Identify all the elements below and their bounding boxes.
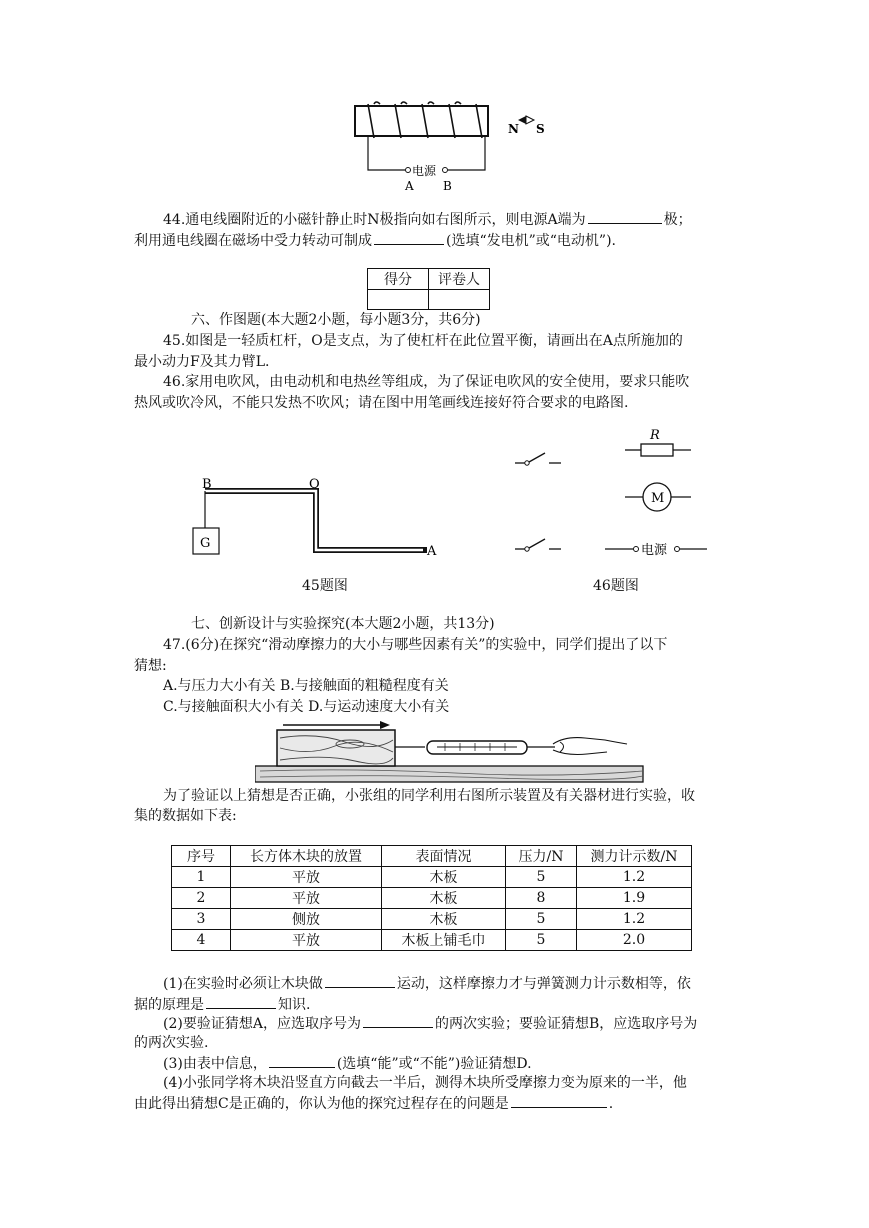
q47-line1: 47.(6分)在探究“滑动摩擦力的大小与哪些因素有关”的实验中，同学们提出了以下 [163,637,668,653]
q47-sub2-line2: 的两次实验. [134,1035,209,1051]
cell: 1.2 [577,909,692,930]
q47-blank-3[interactable] [363,1013,433,1028]
q47-paragraph-line1: 为了验证以上猜想是否正确，小张组的同学利用右图所示装置及有关器材进行实验，收 [163,788,695,804]
cell: 木板上铺毛巾 [382,930,506,951]
q44-line2: 利用通电线圈在磁场中受力转动可制成 (选填“发电机”或“电动机”). [134,230,616,251]
cell: 2.0 [577,930,692,951]
q44-blank-2[interactable] [374,230,444,245]
cell: 1.2 [577,867,692,888]
fig45-label-o: O [309,477,320,492]
q47-blank-5[interactable] [511,1093,607,1108]
fig46-power-label: 电源 [641,543,668,558]
q47-blank-2[interactable] [206,994,276,1009]
fig44-label-a: A [405,179,414,193]
q47-options-cd: C.与接触面积大小有关 D.与运动速度大小有关 [163,699,450,715]
section7-title: 七、创新设计与实验探究(本大题2小题，共13分) [191,616,495,632]
q47-sub1-line2: 据的原理是 知识. [134,994,310,1015]
cell: 2 [172,888,231,909]
q47-sub1-line1: (1)在实验时必须让木块做 运动，这样摩擦力才与弹簧测力计示数相等，依 [163,973,691,994]
cell: 1 [172,867,231,888]
fig45-caption: 45题图 [302,578,348,594]
header-index: 序号 [172,846,231,867]
fig45-label-g: G [200,536,211,551]
q47-blank-1[interactable] [325,973,395,988]
cell: 侧放 [231,909,382,930]
header-placement: 长方体木块的放置 [231,846,382,867]
fig46-label-r: R [650,428,660,443]
table-row [172,909,692,930]
fig46-circuit-diagram [505,425,720,565]
q47-options-ab: A.与压力大小有关 B.与接触面的粗糙程度有关 [163,678,449,694]
fig44-power-label: 电源 [412,164,437,178]
q47-line2: 猜想: [134,658,167,674]
table-row [172,888,692,909]
q46-line2: 热风或吹冷风，不能只发热不吹风；请在图中用笔画线连接好符合要求的电路图. [134,395,629,411]
header-surface: 表面情况 [382,846,506,867]
q46-line1: 46.家用电吹风，由电动机和电热丝等组成，为了保证电吹风的安全使用，要求只能吹 [163,374,690,390]
fig45-label-a: A [427,544,437,559]
section6-title: 六、作图题(本大题2小题，每小题3分，共6分) [191,312,481,328]
switch-bottom-icon [515,539,561,551]
grader-header: 评卷人 [429,269,490,290]
score-table [367,268,490,310]
cell: 1.9 [577,888,692,909]
cell: 5 [506,930,577,951]
fig45-label-b: B [202,477,212,492]
q44-line1: 44.通电线圈附近的小磁针静止时N极指向如右图所示，则电源A端为 极； [163,209,692,230]
score-header: 得分 [368,269,429,290]
grader-cell[interactable] [429,290,490,310]
q47-sub4-line2: 由此得出猜想C是正确的，你认为他的探究过程存在的问题是 . [134,1093,613,1114]
table-row [172,930,692,951]
cell: 3 [172,909,231,930]
score-cell[interactable] [368,290,429,310]
cell: 木板 [382,867,506,888]
cell: 5 [506,909,577,930]
cell: 平放 [231,888,382,909]
experiment-data-table [171,845,692,951]
cell: 木板 [382,888,506,909]
q47-sub4-line1: (4)小张同学将木块沿竖直方向截去一半后，测得木块所受摩擦力变为原来的一半，他 [163,1075,687,1091]
header-pressure: 压力/N [506,846,577,867]
fig46-caption: 46题图 [593,578,639,594]
fig44-coil-diagram [350,100,560,195]
fig46-label-m: M [651,491,665,506]
table-row [172,867,692,888]
cell: 平放 [231,867,382,888]
fig45-lever-diagram [185,470,445,565]
q47-paragraph-line2: 集的数据如下表: [134,808,237,824]
fig47-friction-apparatus [255,716,645,786]
cell: 4 [172,930,231,951]
q47-sub3: (3)由表中信息， (选填“能”或“不能”)验证猜想D. [163,1053,532,1074]
header-reading: 测力计示数/N [577,846,692,867]
fig44-label-b: B [443,179,452,193]
switch-top-icon [515,453,561,465]
q45-line2: 最小动力F及其力臂L. [134,354,270,370]
fig44-south-label: S [536,122,545,136]
cell: 平放 [231,930,382,951]
cell: 木板 [382,909,506,930]
q47-sub2-line1: (2)要验证猜想A，应选取序号为 的两次实验；要验证猜想B，应选取序号为 [163,1013,697,1034]
cell: 5 [506,867,577,888]
q44-blank-1[interactable] [588,209,662,224]
fig44-north-label: N [508,122,519,136]
q47-blank-4[interactable] [269,1053,335,1068]
q45-line1: 45.如图是一轻质杠杆，O是支点，为了使杠杆在此位置平衡，请画出在A点所施加的 [163,333,683,349]
table-header-row [172,846,692,867]
cell: 8 [506,888,577,909]
